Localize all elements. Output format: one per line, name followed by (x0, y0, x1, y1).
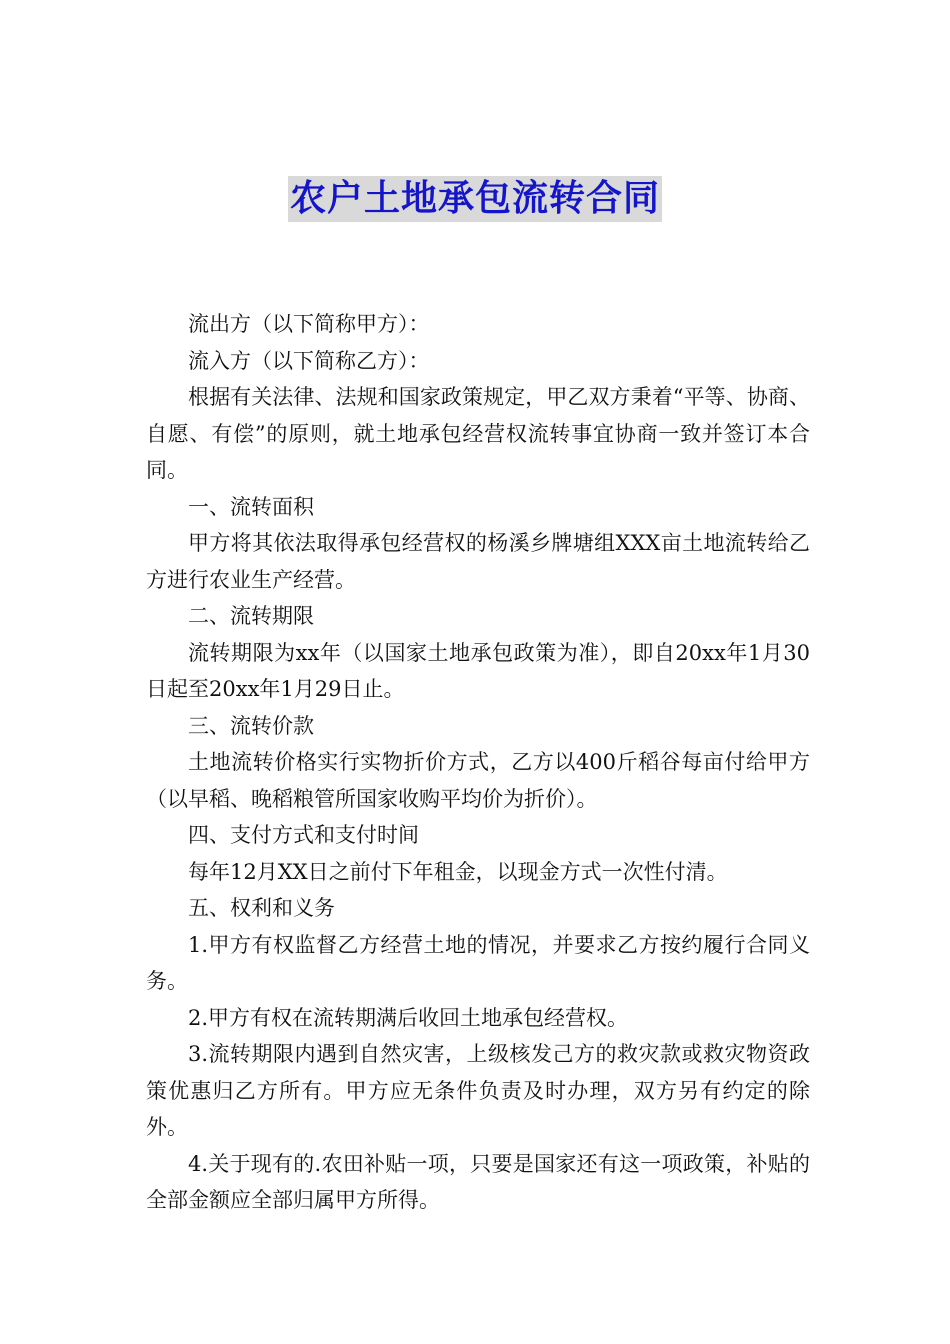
title-container (0, 176, 950, 222)
term-paragraph: 流转期限为xx年（以国家土地承包政策为准），即自20xx年1月30日起至20xx年1月29日止。 (146, 640, 810, 701)
section-heading-term: 二、流转期限 (188, 604, 314, 628)
section-heading-payment: 四、支付方式和支付时间 (188, 823, 419, 847)
party-b-line: 流入方（以下简称乙方）： (188, 348, 430, 373)
preamble-paragraph: 根据有关法律、法规和国家政策规定，甲乙双方秉着“平等、协商、自愿、有偿”的原则，就土地承包经营权流转事宜协商一致并签订本合同。 (146, 385, 810, 482)
rights-item-1: 1.甲方有权监督乙方经营土地的情况，并要求乙方按约履行合同义务。 (146, 932, 810, 993)
section-heading-area: 一、流转面积 (188, 494, 314, 519)
document-title: 农户土地承包流转合同 (288, 176, 662, 222)
rights-item-4: 4.关于现有的.农田补贴一项，只要是国家还有这一项政策，补贴的全部金额应全部归属甲方所得。 (146, 1151, 810, 1212)
payment-paragraph: 每年12月XX日之前付下年租金，以现金方式一次性付清。 (188, 859, 728, 884)
rights-item-3: 3.流转期限内遇到自然灾害，上级核发己方的救灾款或救灾物资政策优惠归乙方所有。甲方应无条件负责及时办理，双方另有约定的除外。 (146, 1042, 810, 1139)
area-paragraph: 甲方将其依法取得承包经营权的杨溪乡牌塘组XXX亩土地流转给乙方进行农业生产经营。 (146, 531, 810, 592)
party-a-line: 流出方（以下简称甲方）： (188, 312, 430, 336)
document-body (146, 306, 810, 1219)
section-heading-price: 三、流转价款 (188, 713, 314, 738)
section-heading-rights: 五、权利和义务 (188, 896, 335, 920)
rights-item-2: 2.甲方有权在流转期满后收回土地承包经营权。 (188, 1005, 629, 1030)
price-paragraph: 土地流转价格实行实物折价方式，乙方以400斤稻谷每亩付给甲方（以早稻、晚稻粮管所国家收购平均价为折价）。 (146, 750, 810, 811)
